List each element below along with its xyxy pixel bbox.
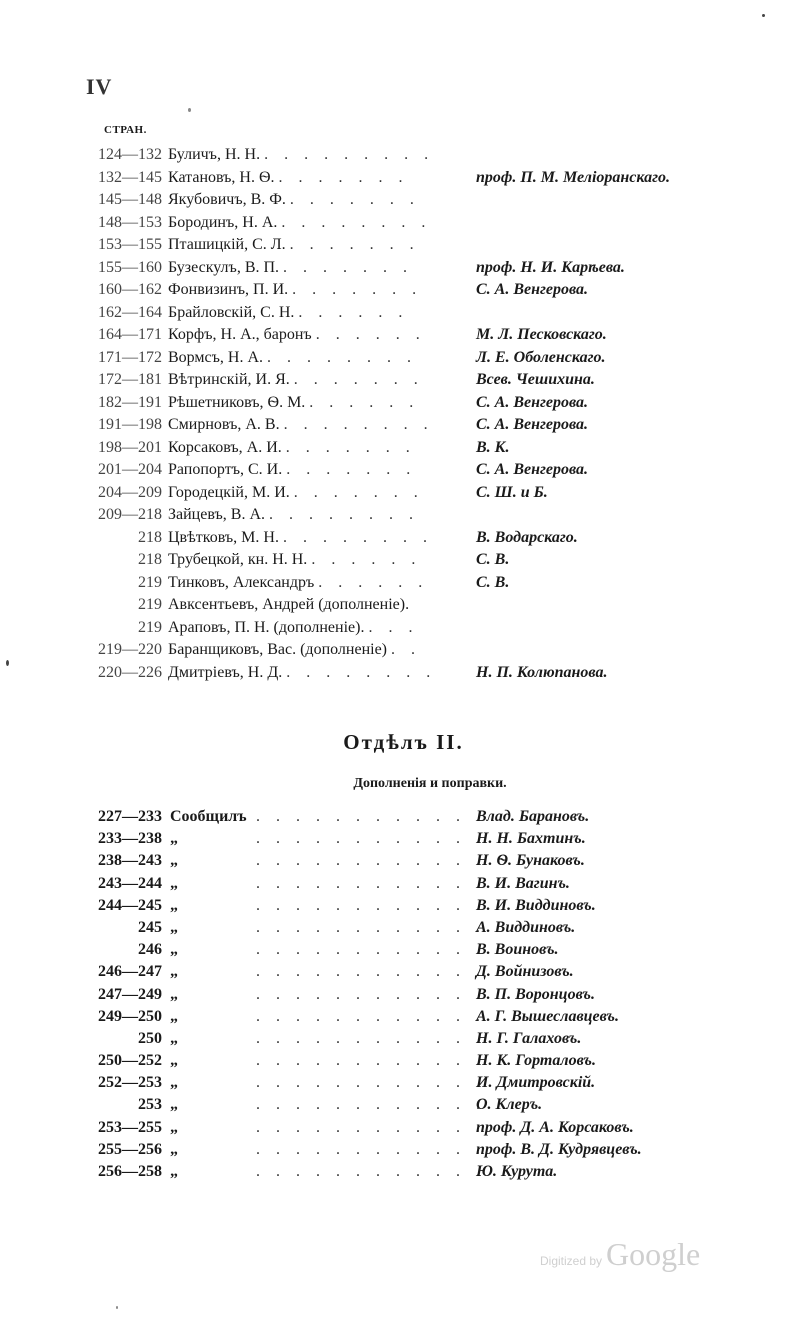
leader-dots: . . . . . . . . . . . . [256,985,486,1003]
entry-name [170,1006,260,1028]
toc-entry [86,1072,766,1094]
entry-pages: 201—204 [98,461,162,478]
toc-entry [86,961,766,983]
entry-pages: 172—181 [98,371,162,388]
entry-name-text: Фонвизинъ, П. И. [168,281,289,298]
entry-name [168,662,436,685]
entry-pages: 132—145 [98,168,162,186]
leader-dots: . . . . . . . [293,483,424,501]
watermark-brand: Google [606,1236,701,1272]
entry-name-text: Трубецкой, кн. Н. Н. [168,551,308,568]
entry-editor: проф. П. М. Меліоранскаго. [476,168,670,186]
leader-dots: . . . . . . . . . . . . [256,1163,486,1180]
entry-name-text: „ [170,1163,178,1180]
leader-dots: . . . . . . . . [267,348,418,366]
entry-pages: 219 [138,596,162,613]
entry-pages: 247—249 [98,985,162,1003]
entry-name [168,459,416,482]
entry-name [170,1072,260,1094]
leader-dots: . . . . . . [315,326,426,343]
entry-name [168,189,420,212]
entry-name [170,1028,260,1050]
entry-editor: В. Воиновъ. [476,941,559,959]
entry-pages: 164—171 [98,326,162,343]
entry-name-text: Катановъ, Н. Ѳ. [168,168,275,186]
entry-name-text: Дмитріевъ, Н. Д. [168,663,283,681]
section-subtitle: Дополненія и поправки. [353,776,507,791]
entry-name-text: Брайловскій, С. Н. [168,303,295,321]
entry-name-text: Араповъ, П. Н. (дополненіе). [168,618,365,636]
leader-dots: . . . . . . . . . . . . [256,808,486,825]
leader-dots: . . . . . . . . [283,416,434,433]
entry-editor: Л. Е. Оболенскаго. [476,348,606,366]
entry-pages: 219 [138,618,162,636]
leader-dots: . . . . . . . [283,258,414,276]
entry-name-text: „ [170,852,178,870]
entry-name [168,167,409,190]
entry-editor: Ю. Курута. [476,1163,558,1180]
entry-name [170,1139,260,1161]
toc-entry [86,1117,766,1139]
entry-editor: Влад. Барановъ. [476,808,590,825]
entry-pages: 218 [138,528,162,546]
toc-entry [86,917,766,939]
entry-pages: 219 [138,573,162,591]
toc-entry [86,549,766,572]
entry-editor: А. Виддиновъ. [476,918,576,936]
toc-entry [86,144,766,167]
leader-dots: . . . . . . . . . . . . [256,1118,486,1136]
entry-pages: 256—258 [98,1163,162,1180]
entry-pages: 160—162 [98,281,162,298]
entry-pages: 253—255 [98,1118,162,1136]
toc-entry [86,594,766,617]
entry-pages: 171—172 [98,348,162,366]
entry-editor: С. А. Венгерова. [476,281,589,298]
entry-name-text: Буличъ, Н. Н. [168,146,261,163]
toc-entry [86,414,766,437]
leader-dots: . . . . . . . [285,438,416,456]
entry-name-text: Бородинъ, Н. А. [168,213,278,231]
leader-dots: . . . [368,618,419,636]
entry-name [168,144,434,167]
contents-list-part2 [86,806,766,1183]
leader-dots: . . . . . . . . . . . . [256,1029,486,1047]
toc-entry [86,828,766,850]
entry-name [168,392,419,415]
entry-pages: 148—153 [98,213,162,231]
entry-name-text: „ [170,941,178,959]
entry-name [170,917,260,939]
entry-name-text: Зайцевъ, В. А. [168,506,265,523]
entry-name [168,234,420,257]
entry-name-text: Вѣтринскій, И. Я. [168,371,290,388]
toc-entry [86,437,766,460]
entry-pages: 219—220 [98,641,162,658]
entry-name-text: Тинковъ, Александръ [168,573,315,591]
entry-name-text: Баранщиковъ, Вас. (дополненіе) [168,641,388,658]
entry-name [168,302,408,325]
entry-name [170,1117,260,1139]
ink-speck [188,108,191,112]
entry-name-text: „ [170,963,178,981]
toc-entry [86,1050,766,1072]
entry-name [170,828,260,850]
leader-dots: . . . . . . . . [282,528,433,546]
entry-editor: В. П. Воронцовъ. [476,985,595,1003]
entry-name-text: Пташицкій, С. Л. [168,236,286,253]
leader-dots: . . . . . . . [289,191,420,208]
entry-editor: Н. Г. Галаховъ. [476,1029,582,1047]
leader-dots: . . . . . . . [293,371,424,388]
toc-entry [86,459,766,482]
entry-pages: 246 [138,941,162,959]
toc-entry [86,234,766,257]
leader-dots: . . . . . . [311,551,422,568]
entry-name [170,939,260,961]
entry-name-text: „ [170,1096,178,1114]
entry-pages: 238—243 [98,852,162,870]
leader-dots: . . . . . . . . . . . . [256,896,486,914]
section-title: Отдѣлъ II. [343,730,464,754]
entry-editor: С. А. Венгерова. [476,393,589,411]
column-heading: СТРАН. [104,124,147,136]
toc-entry [86,850,766,872]
toc-entry [86,212,766,235]
entry-name-text: Рѣшетниковъ, Ѳ. М. [168,393,306,411]
entry-pages: 204—209 [98,483,162,501]
leader-dots: . . . . . . . . [281,213,432,231]
entry-name-text: „ [170,896,178,914]
toc-entry [86,939,766,961]
entry-name [170,895,260,917]
entry-editor: М. Л. Песковскаго. [476,326,607,343]
toc-entry [86,639,766,662]
toc-entry [86,1094,766,1116]
entry-name [168,347,417,370]
leader-dots: . . . . . . . . [269,506,419,523]
entry-editor: Всев. Чешихина. [476,371,595,388]
toc-entry [86,1028,766,1050]
entry-editor: В. Водарскаго. [476,528,578,546]
entry-name-text: „ [170,1007,178,1025]
entry-name-text: Смирновъ, А. В. [168,416,280,433]
entry-editor: С. Ш. и Б. [476,483,548,501]
entry-editor: С. А. Венгерова. [476,461,589,478]
toc-entry [86,572,766,595]
toc-entry [86,617,766,640]
toc-entry [86,895,766,917]
entry-editor: проф. Д. А. Корсаковъ. [476,1118,634,1136]
leader-dots: . . [391,641,422,658]
leader-dots: . . . . . . . . . . . . [256,918,486,936]
leader-dots: . . . . . . [309,393,420,411]
entry-name-text: „ [170,1029,178,1047]
toc-entry [86,167,766,190]
toc-entry [86,527,766,550]
toc-entry [86,873,766,895]
entry-pages: 233—238 [98,830,162,848]
entry-editor: Н. П. Колюпанова. [476,663,608,681]
entry-editor: Н. Н. Бахтинъ. [476,830,586,848]
entry-name-text: „ [170,985,178,1003]
entry-name [168,549,421,572]
entry-pages: 153—155 [98,236,162,253]
entry-pages: 244—245 [98,896,162,914]
toc-entry [86,189,766,212]
leader-dots: . . . . . . . [286,461,417,478]
entry-pages: 250—252 [98,1052,162,1070]
entry-name [168,414,434,437]
entry-editor: Д. Войнизовъ. [476,963,574,981]
toc-entry [86,369,766,392]
leader-dots: . . . . . . . . [286,663,437,681]
entry-name [170,961,260,983]
google-watermark [540,1236,700,1273]
entry-name-text: Рапопортъ, С. И. [168,461,283,478]
entry-editor: С. В. [476,573,510,591]
entry-name [170,984,260,1006]
leader-dots: . . . . . . . . . . . . [256,1007,486,1025]
leader-dots: . . . . . . . . . . . . [256,874,486,892]
entry-name [168,482,424,505]
toc-entry [86,279,766,302]
toc-entry [86,504,766,527]
toc-entry [86,347,766,370]
toc-entry [86,1161,766,1183]
leader-dots: . . . . . . . [289,236,420,253]
entry-editor: проф. В. Д. Кудрявцевъ. [476,1140,642,1158]
entry-pages: 182—191 [98,393,162,411]
watermark-prefix: Digitized by [540,1254,603,1268]
toc-entry [86,806,766,828]
entry-editor: О. Клеръ. [476,1096,543,1114]
ink-speck [6,660,9,666]
entry-name-text: Авксентьевъ, Андрей (дополненіе). [168,596,410,613]
entry-pages: 162—164 [98,303,162,321]
entry-pages: 220—226 [98,663,162,681]
entry-editor: Н. Ѳ. Бунаковъ. [476,852,585,870]
entry-pages: 209—218 [98,506,162,523]
entry-pages: 155—160 [98,258,162,276]
entry-pages: 218 [138,551,162,568]
entry-editor: В. И. Виддиновъ. [476,896,596,914]
leader-dots: . . . . . . [298,303,409,321]
entry-name-text: „ [170,1052,178,1070]
entry-name-text: „ [170,918,178,936]
ink-speck [116,1306,118,1309]
entry-pages: 253 [138,1096,162,1114]
entry-name [168,639,421,662]
entry-name [168,279,422,302]
entry-pages: 191—198 [98,416,162,433]
entry-name-text: Якубовичъ, В. Ф. [168,191,286,208]
entry-name [170,850,260,872]
entry-name-text: „ [170,1118,178,1136]
leader-dots: . . . . . . . . . . . . [256,963,486,981]
entry-editor: В. И. Вагинъ. [476,874,570,892]
toc-entry [86,257,766,280]
entry-name-text: „ [170,1074,178,1092]
entry-pages: 145—148 [98,191,162,208]
entry-pages: 124—132 [98,146,162,163]
entry-editor: С. В. [476,551,510,568]
entry-name-text: Корсаковъ, А. И. [168,438,282,456]
entry-name [168,369,424,392]
entry-editor: С. А. Венгерова. [476,416,589,433]
entry-name-text: Корфъ, Н. А., баронъ [168,326,312,343]
entry-name-text: Сообщилъ [170,808,247,825]
toc-entry [86,1006,766,1028]
ink-speck [762,14,765,17]
toc-entry [86,302,766,325]
entry-name-text: „ [170,1140,178,1158]
entry-name-text: „ [170,874,178,892]
entry-name [168,527,433,550]
page-number: IV [86,74,113,99]
entry-name [168,257,413,280]
entry-name [168,504,419,527]
contents-list-part1 [86,144,766,684]
entry-pages: 243—244 [98,874,162,892]
entry-pages: 198—201 [98,438,162,456]
entry-name-text: Городецкій, М. И. [168,483,290,501]
entry-pages: 245 [138,918,162,936]
leader-dots: . . . . . . . . . . . . [256,1140,486,1158]
toc-entry [86,324,766,347]
leader-dots: . . . . . . . . . . . . [256,1096,486,1114]
toc-entry [86,482,766,505]
toc-entry [86,662,766,685]
leader-dots: . . . . . . . . . [264,146,435,163]
leader-dots: . . . . . . . . . . . . [256,1074,486,1092]
entry-name [170,1050,260,1072]
entry-name [170,873,260,895]
leader-dots: . . . . . . . . . . . . [256,830,486,848]
toc-entry [86,984,766,1006]
entry-name [170,806,260,828]
entry-name-text: Бузескулъ, В. П. [168,258,280,276]
entry-editor: И. Дмитровскій. [476,1074,596,1092]
entry-name [168,617,418,640]
leader-dots: . . . . . . . . . . . . [256,1052,486,1070]
entry-pages: 250 [138,1029,162,1047]
entry-name [168,572,428,595]
leader-dots: . . . . . . [318,573,429,591]
entry-pages: 249—250 [98,1007,162,1025]
entry-name [170,1161,260,1183]
entry-name-text: Цвѣтковъ, М. Н. [168,528,279,546]
entry-pages: 227—233 [98,808,162,825]
entry-editor: Н. К. Горталовъ. [476,1052,596,1070]
entry-name-text: Вормсъ, Н. А. [168,348,264,366]
entry-name [168,212,431,235]
toc-entry [86,392,766,415]
leader-dots: . . . . . . . . . . . . [256,941,486,959]
entry-name-text: „ [170,830,178,848]
entry-name [168,594,409,617]
entry-name [170,1094,260,1116]
toc-entry [86,1139,766,1161]
entry-pages: 255—256 [98,1140,162,1158]
leader-dots: . . . . . . . [292,281,423,298]
entry-name [168,437,416,460]
entry-editor: В. К. [476,438,510,456]
entry-editor: проф. Н. И. Карѣева. [476,258,625,276]
entry-pages: 246—247 [98,963,162,981]
entry-name [168,324,426,347]
leader-dots: . . . . . . . . . . . . [256,852,486,870]
leader-dots: . . . . . . . [278,168,409,186]
entry-pages: 252—253 [98,1074,162,1092]
entry-editor: А. Г. Вышеславцевъ. [476,1007,619,1025]
